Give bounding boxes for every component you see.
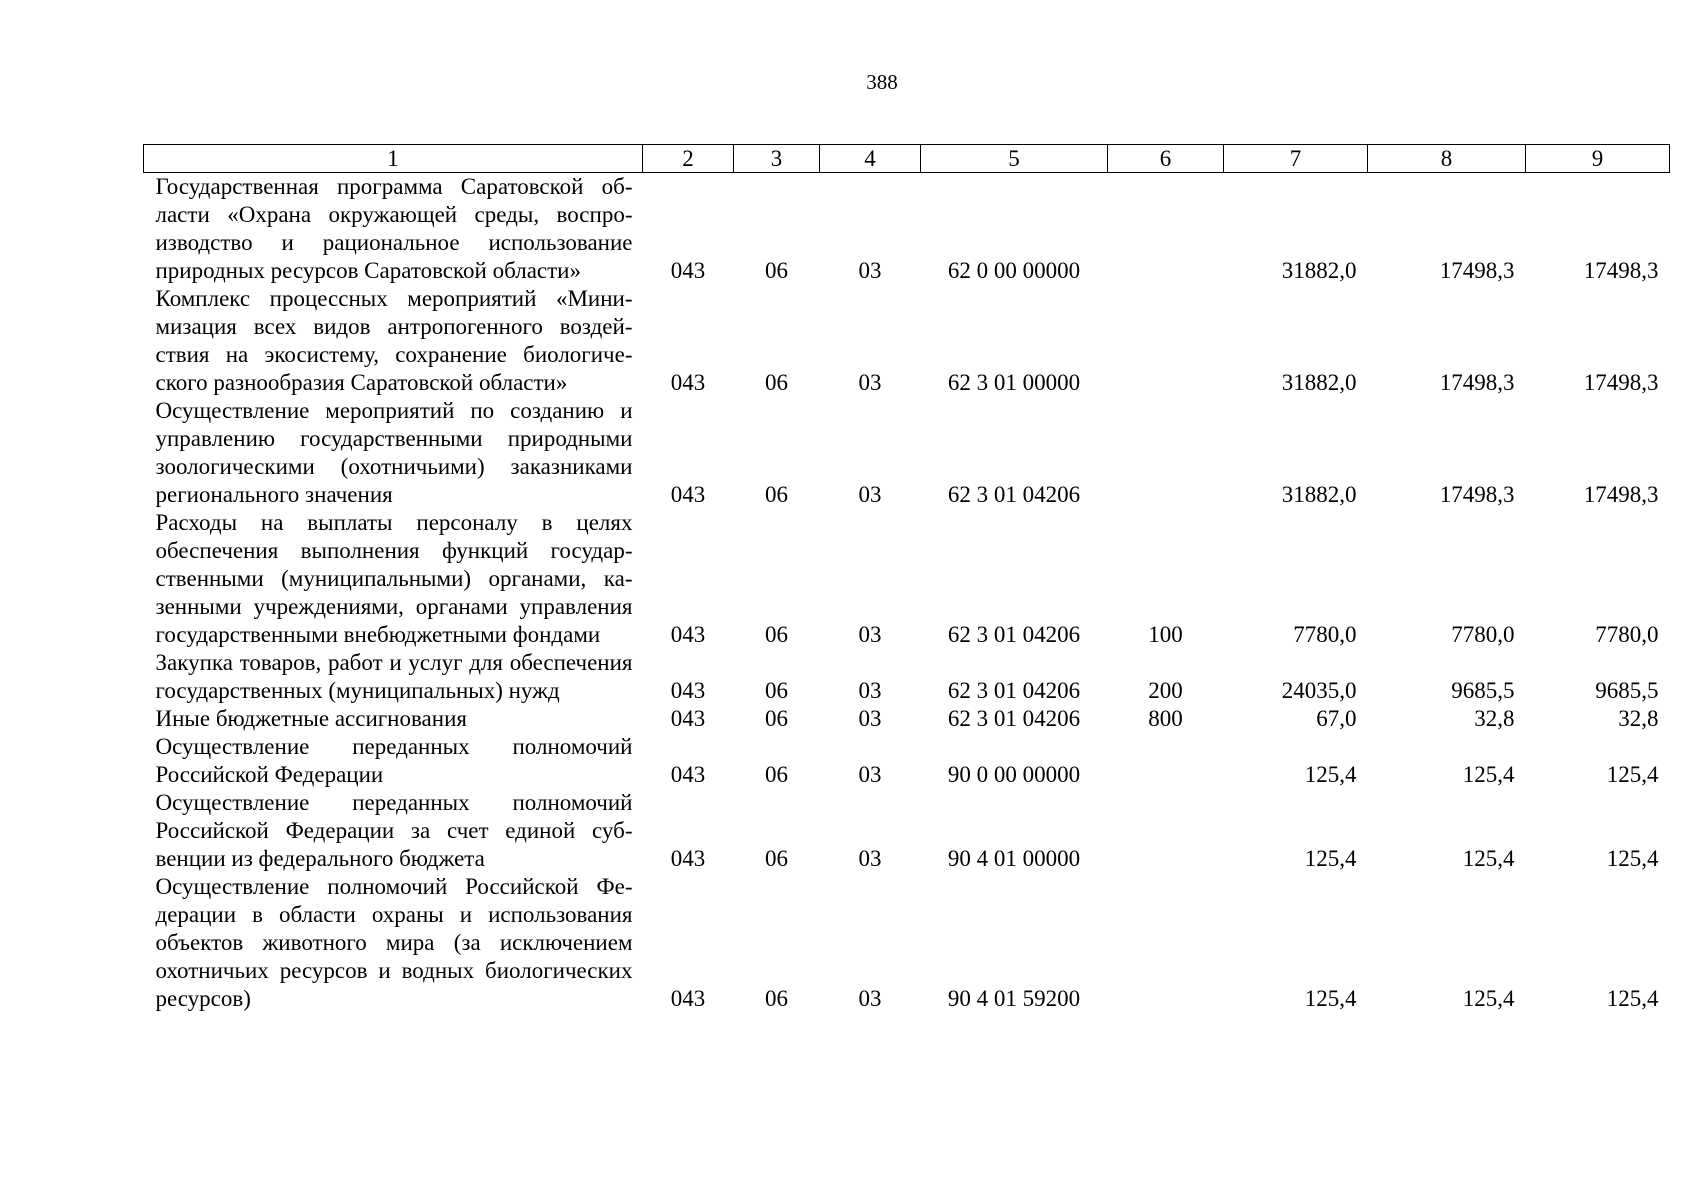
cell-expense-type [1108,733,1224,789]
page-number: 388 [866,70,898,94]
header-row [144,145,1670,173]
cell-amount-8: 17498,3 [1439,258,1515,283]
header-cell: 5 [921,145,1108,173]
cell-amount-9: 17498,3 [1583,370,1659,395]
cell-amount-8: 17498,3 [1439,370,1515,395]
cell-subsection: 03 [858,482,882,507]
cell-ministry: 043 [670,482,706,507]
cell-amount-7: 31882,0 [1281,482,1357,507]
cell-amount-9: 125,4 [1606,762,1659,787]
cell-section: 06 [765,762,788,787]
row-name: Осуществление полномочий Российской Федерации в области охраны и использования объектов животного мира (за исключением охотничьих ресурсов и водных биологических ресурсов) [155,874,633,1011]
header-cell: 1 [144,145,643,173]
cell-target-article: 90 4 01 00000 [947,846,1081,871]
cell-subsection: 03 [858,986,882,1011]
cell-amount-9: 7780,0 [1595,622,1659,647]
table-row [144,733,1670,789]
cell-ministry: 043 [670,370,706,395]
header-cell: 2 [643,145,734,173]
cell-target-article: 62 0 00 00000 [947,258,1081,283]
row-name: Иные бюджетные ассигнования [155,706,467,731]
header-cell: 8 [1368,145,1526,173]
table-row [144,173,1670,286]
row-name: Осуществление мероприятий по созданию и управлению государственными природными зоологическими (охотничьими) заказниками регионального значения [155,398,633,507]
cell-amount-8: 7780,0 [1451,622,1515,647]
cell-target-article: 62 3 01 04206 [947,482,1081,507]
table-row [144,705,1670,733]
cell-subsection: 03 [858,370,882,395]
cell-subsection: 03 [858,706,882,731]
cell-subsection: 03 [858,622,882,647]
cell-ministry: 043 [670,678,706,703]
cell-target-article: 62 3 01 04206 [947,678,1081,703]
row-name: Расходы на выплаты персоналу в целях обеспечения выполнения функций государственными (муниципальными) органами, казенными учреждениями, органами управления государственными внебюджетными фондами [155,510,633,647]
cell-section: 06 [765,986,788,1011]
cell-amount-7: 7780,0 [1293,622,1357,647]
header-cell: 3 [734,145,820,173]
cell-amount-8: 125,4 [1462,762,1515,787]
cell-amount-9: 17498,3 [1583,258,1659,283]
cell-ministry: 043 [670,706,706,731]
cell-expense-type [1108,285,1224,397]
cell-amount-9: 32,8 [1618,706,1659,731]
cell-expense-type: 800 [1148,706,1183,731]
cell-amount-9: 125,4 [1606,986,1659,1011]
cell-amount-7: 31882,0 [1281,370,1357,395]
cell-amount-8: 17498,3 [1439,482,1515,507]
cell-section: 06 [765,482,788,507]
row-name: Осуществление переданных полномочий Российской Федерации за счет единой субвенции из федерального бюджета [155,790,633,871]
cell-ministry: 043 [670,986,706,1011]
cell-section: 06 [765,678,788,703]
cell-amount-7: 24035,0 [1281,678,1357,703]
cell-subsection: 03 [858,762,882,787]
cell-amount-8: 32,8 [1474,706,1515,731]
cell-section: 06 [765,370,788,395]
cell-amount-9: 17498,3 [1583,482,1659,507]
row-name: Осуществление переданных полномочий Российской Федерации [155,734,633,787]
cell-target-article: 90 4 01 59200 [947,986,1081,1011]
cell-section: 06 [765,846,788,871]
cell-target-article: 62 3 01 04206 [947,622,1081,647]
cell-target-article: 62 3 01 00000 [947,370,1081,395]
cell-expense-type: 100 [1148,622,1183,647]
cell-subsection: 03 [858,258,882,283]
cell-amount-7: 125,4 [1304,762,1357,787]
cell-expense-type [1108,789,1224,873]
cell-expense-type [1108,173,1224,286]
table-row [144,873,1670,1013]
row-name: Комплекс процессных мероприятий «Минимизация всех видов антропогенного воздействия на экосистему, сохранение биологического разнообразия Саратовской области» [155,286,633,395]
cell-amount-7: 67,0 [1316,706,1357,731]
table-row [144,649,1670,705]
cell-ministry: 043 [670,258,706,283]
table-row [144,285,1670,397]
cell-target-article: 90 0 00 00000 [947,762,1081,787]
cell-expense-type: 200 [1148,678,1183,703]
cell-ministry: 043 [670,622,706,647]
row-name: Государственная программа Саратовской области «Охрана окружающей среды, воспроизводство и рациональное использование природных ресурсов Саратовской области» [155,174,633,283]
cell-section: 06 [765,258,788,283]
table-body [144,173,1670,1014]
header-cell: 7 [1224,145,1368,173]
cell-amount-9: 125,4 [1606,846,1659,871]
cell-ministry: 043 [670,762,706,787]
cell-amount-8: 125,4 [1462,846,1515,871]
header-cell: 6 [1108,145,1224,173]
cell-target-article: 62 3 01 04206 [947,706,1081,731]
table-row [144,397,1670,509]
cell-amount-7: 125,4 [1304,986,1357,1011]
table-header [144,145,1670,173]
cell-amount-7: 31882,0 [1281,258,1357,283]
cell-amount-8: 125,4 [1462,986,1515,1011]
cell-subsection: 03 [858,678,882,703]
cell-amount-7: 125,4 [1304,846,1357,871]
cell-subsection: 03 [858,846,882,871]
cell-expense-type [1108,873,1224,1013]
cell-section: 06 [765,706,788,731]
header-cell: 4 [820,145,921,173]
table-row [144,789,1670,873]
table-row [144,509,1670,649]
cell-amount-9: 9685,5 [1595,678,1659,703]
cell-amount-8: 9685,5 [1451,678,1515,703]
cell-ministry: 043 [670,846,706,871]
header-cell: 9 [1526,145,1670,173]
row-name: Закупка товаров, работ и услуг для обеспечения государственных (муниципальных) нужд [155,650,633,703]
budget-table [143,144,1670,1013]
cell-expense-type [1108,397,1224,509]
cell-section: 06 [765,622,788,647]
